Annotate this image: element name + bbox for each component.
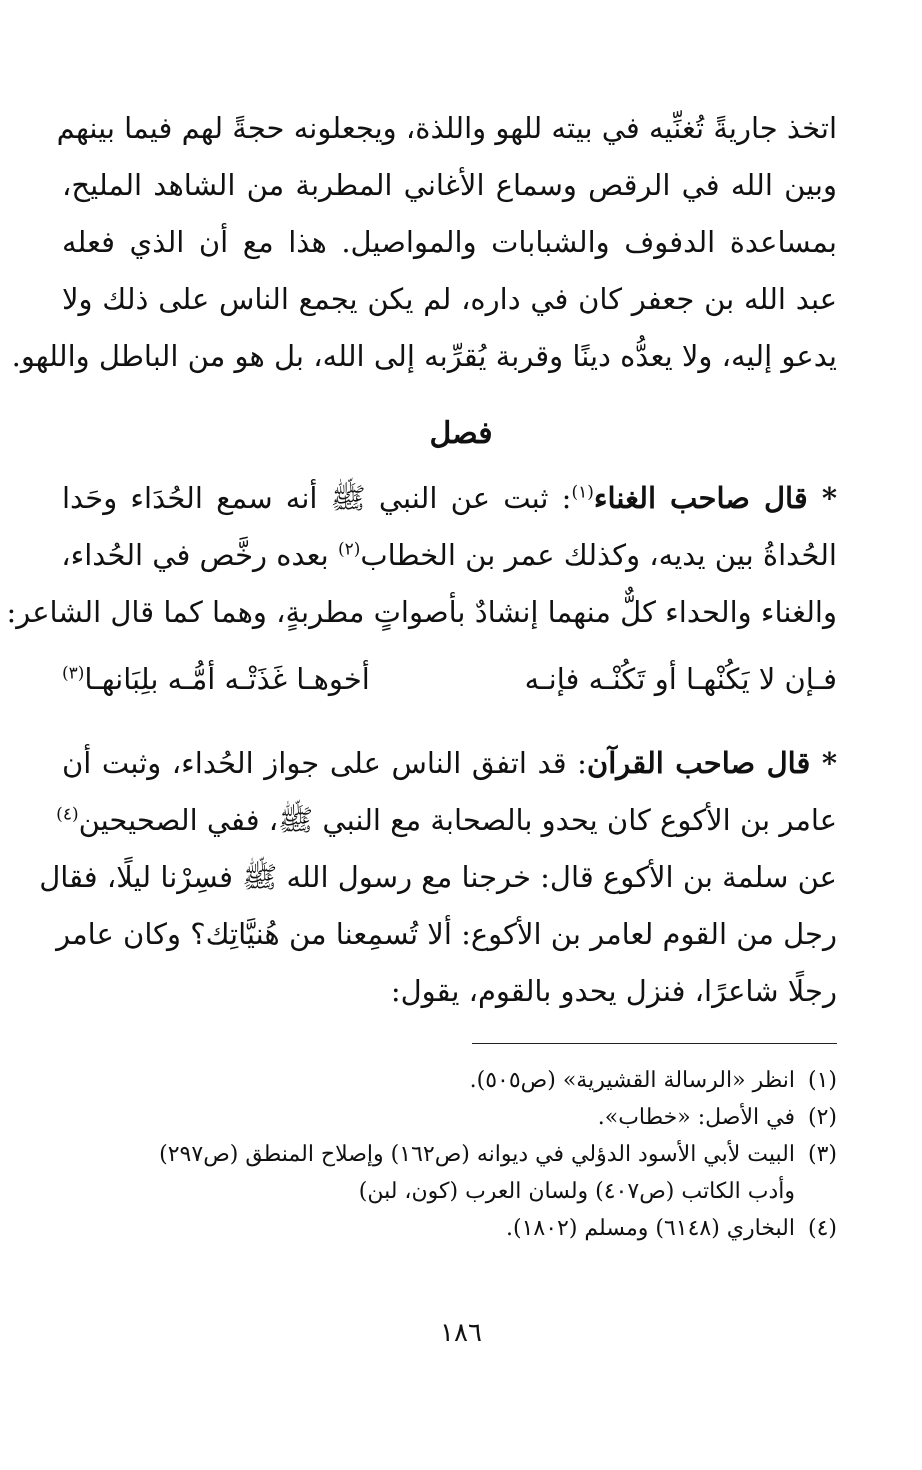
- text-line: عن سلمة بن الأكوع قال: خرجنا مع رسول الله ﷺ فسِرْنا ليلًا، فقال: [39, 860, 837, 894]
- singer-paragraph: [6, 470, 837, 641]
- section-heading: فصل: [429, 416, 493, 451]
- footnote-ref: (١): [571, 482, 594, 503]
- text-segment: بعده رخَّص في الحُداء،: [61, 538, 338, 572]
- text-line: يدعو إليه، ولا يعدُّه دينًا وقربة يُقرِّبه إلى الله، بل هو من الباطل واللهو.: [11, 339, 837, 373]
- footnote-text: في الأصل: «خطاب».: [597, 1105, 795, 1130]
- footnote-ref: (٤): [56, 804, 79, 825]
- footnote-item: [62, 1136, 837, 1173]
- speaker-label: * قال صاحب القرآن: [586, 746, 837, 780]
- text-line: اتخذ جاريةً تُغنِّيه في بيته للهو واللذة، ويجعلونه حجةً لهم فيما بينهم: [56, 111, 837, 145]
- footnotes: [62, 1062, 837, 1247]
- text-line: والغناء والحداء كلٌّ منهما إنشادٌ بأصواتٍ مطربةٍ، وهما كما قال الشاعر:: [6, 595, 837, 629]
- footnote-ref: (٣): [62, 663, 85, 684]
- quran-paragraph: [39, 735, 837, 1020]
- footnote-text: البيت لأبي الأسود الدؤلي في ديوانه (ص١٦٢) وإصلاح المنطق (ص٢٩٧): [159, 1142, 795, 1167]
- footnote-divider: [472, 1043, 837, 1044]
- intro-paragraph: [11, 100, 837, 385]
- footnote-item: [62, 1062, 837, 1099]
- footnote-text: البخاري (٦١٤٨) ومسلم (١٨٠٢).: [505, 1216, 795, 1241]
- footnote-item: [62, 1099, 837, 1136]
- text-line: [56, 792, 837, 849]
- footnote-number: (٤): [807, 1216, 837, 1241]
- footnote-continuation: وأدب الكاتب (ص٤٠٧) ولسان العرب (كون، لبن): [358, 1179, 795, 1204]
- speaker-label: * قال صاحب الغناء: [593, 481, 837, 515]
- hemistich-text: أخوهـا غَذَتْـه أمُّـه بلِبَانهـا: [84, 662, 370, 696]
- text-segment: عامر بن الأكوع كان يحدو بالصحابة مع النبي ﷺ، ففي الصحيحين: [78, 803, 837, 837]
- text-line: بمساعدة الدفوف والشبابات والمواصيل. هذا مع أن الذي فعله: [62, 225, 837, 259]
- text-line: [62, 470, 837, 527]
- page-number: ١٨٦: [440, 1318, 482, 1348]
- text-segment: : قد اتفق الناس على جواز الحُداء، وثبت أن: [62, 746, 587, 780]
- second-hemistich: [62, 662, 370, 714]
- footnote-item: [62, 1210, 837, 1247]
- text-line: [62, 735, 837, 792]
- footnote-number: (١): [807, 1068, 837, 1093]
- poetry-verse: [62, 662, 837, 714]
- footnote-text: انظر «الرسالة القشيرية» (ص٥٠٥).: [469, 1068, 795, 1093]
- text-segment: : ثبت عن النبي ﷺ أنه سمع الحُدَاء وحَدا: [62, 481, 572, 515]
- text-line: عبد الله بن جعفر كان في داره، لم يكن يجمع الناس على ذلك ولا: [62, 282, 837, 316]
- text-segment: الحُداةُ بين يديه، وكذلك عمر بن الخطاب: [360, 538, 837, 572]
- text-line: رجل من القوم لعامر بن الأكوع: ألا تُسمِعنا من هُنيَّاتِك؟ وكان عامر: [56, 917, 837, 951]
- footnote-ref: (٢): [337, 539, 361, 560]
- text-line: رجلًا شاعرًا، فنزل يحدو بالقوم، يقول:: [390, 974, 837, 1008]
- first-hemistich: فـإن لا يَكُنْهـا أو تَكُنْـه فإنـه: [524, 662, 837, 696]
- footnote-number: (٢): [807, 1105, 837, 1130]
- text-line: [62, 527, 837, 584]
- text-line: وبين الله في الرقص وسماع الأغاني المطربة من الشاهد المليح،: [62, 168, 837, 202]
- footnote-number: (٣): [807, 1142, 837, 1167]
